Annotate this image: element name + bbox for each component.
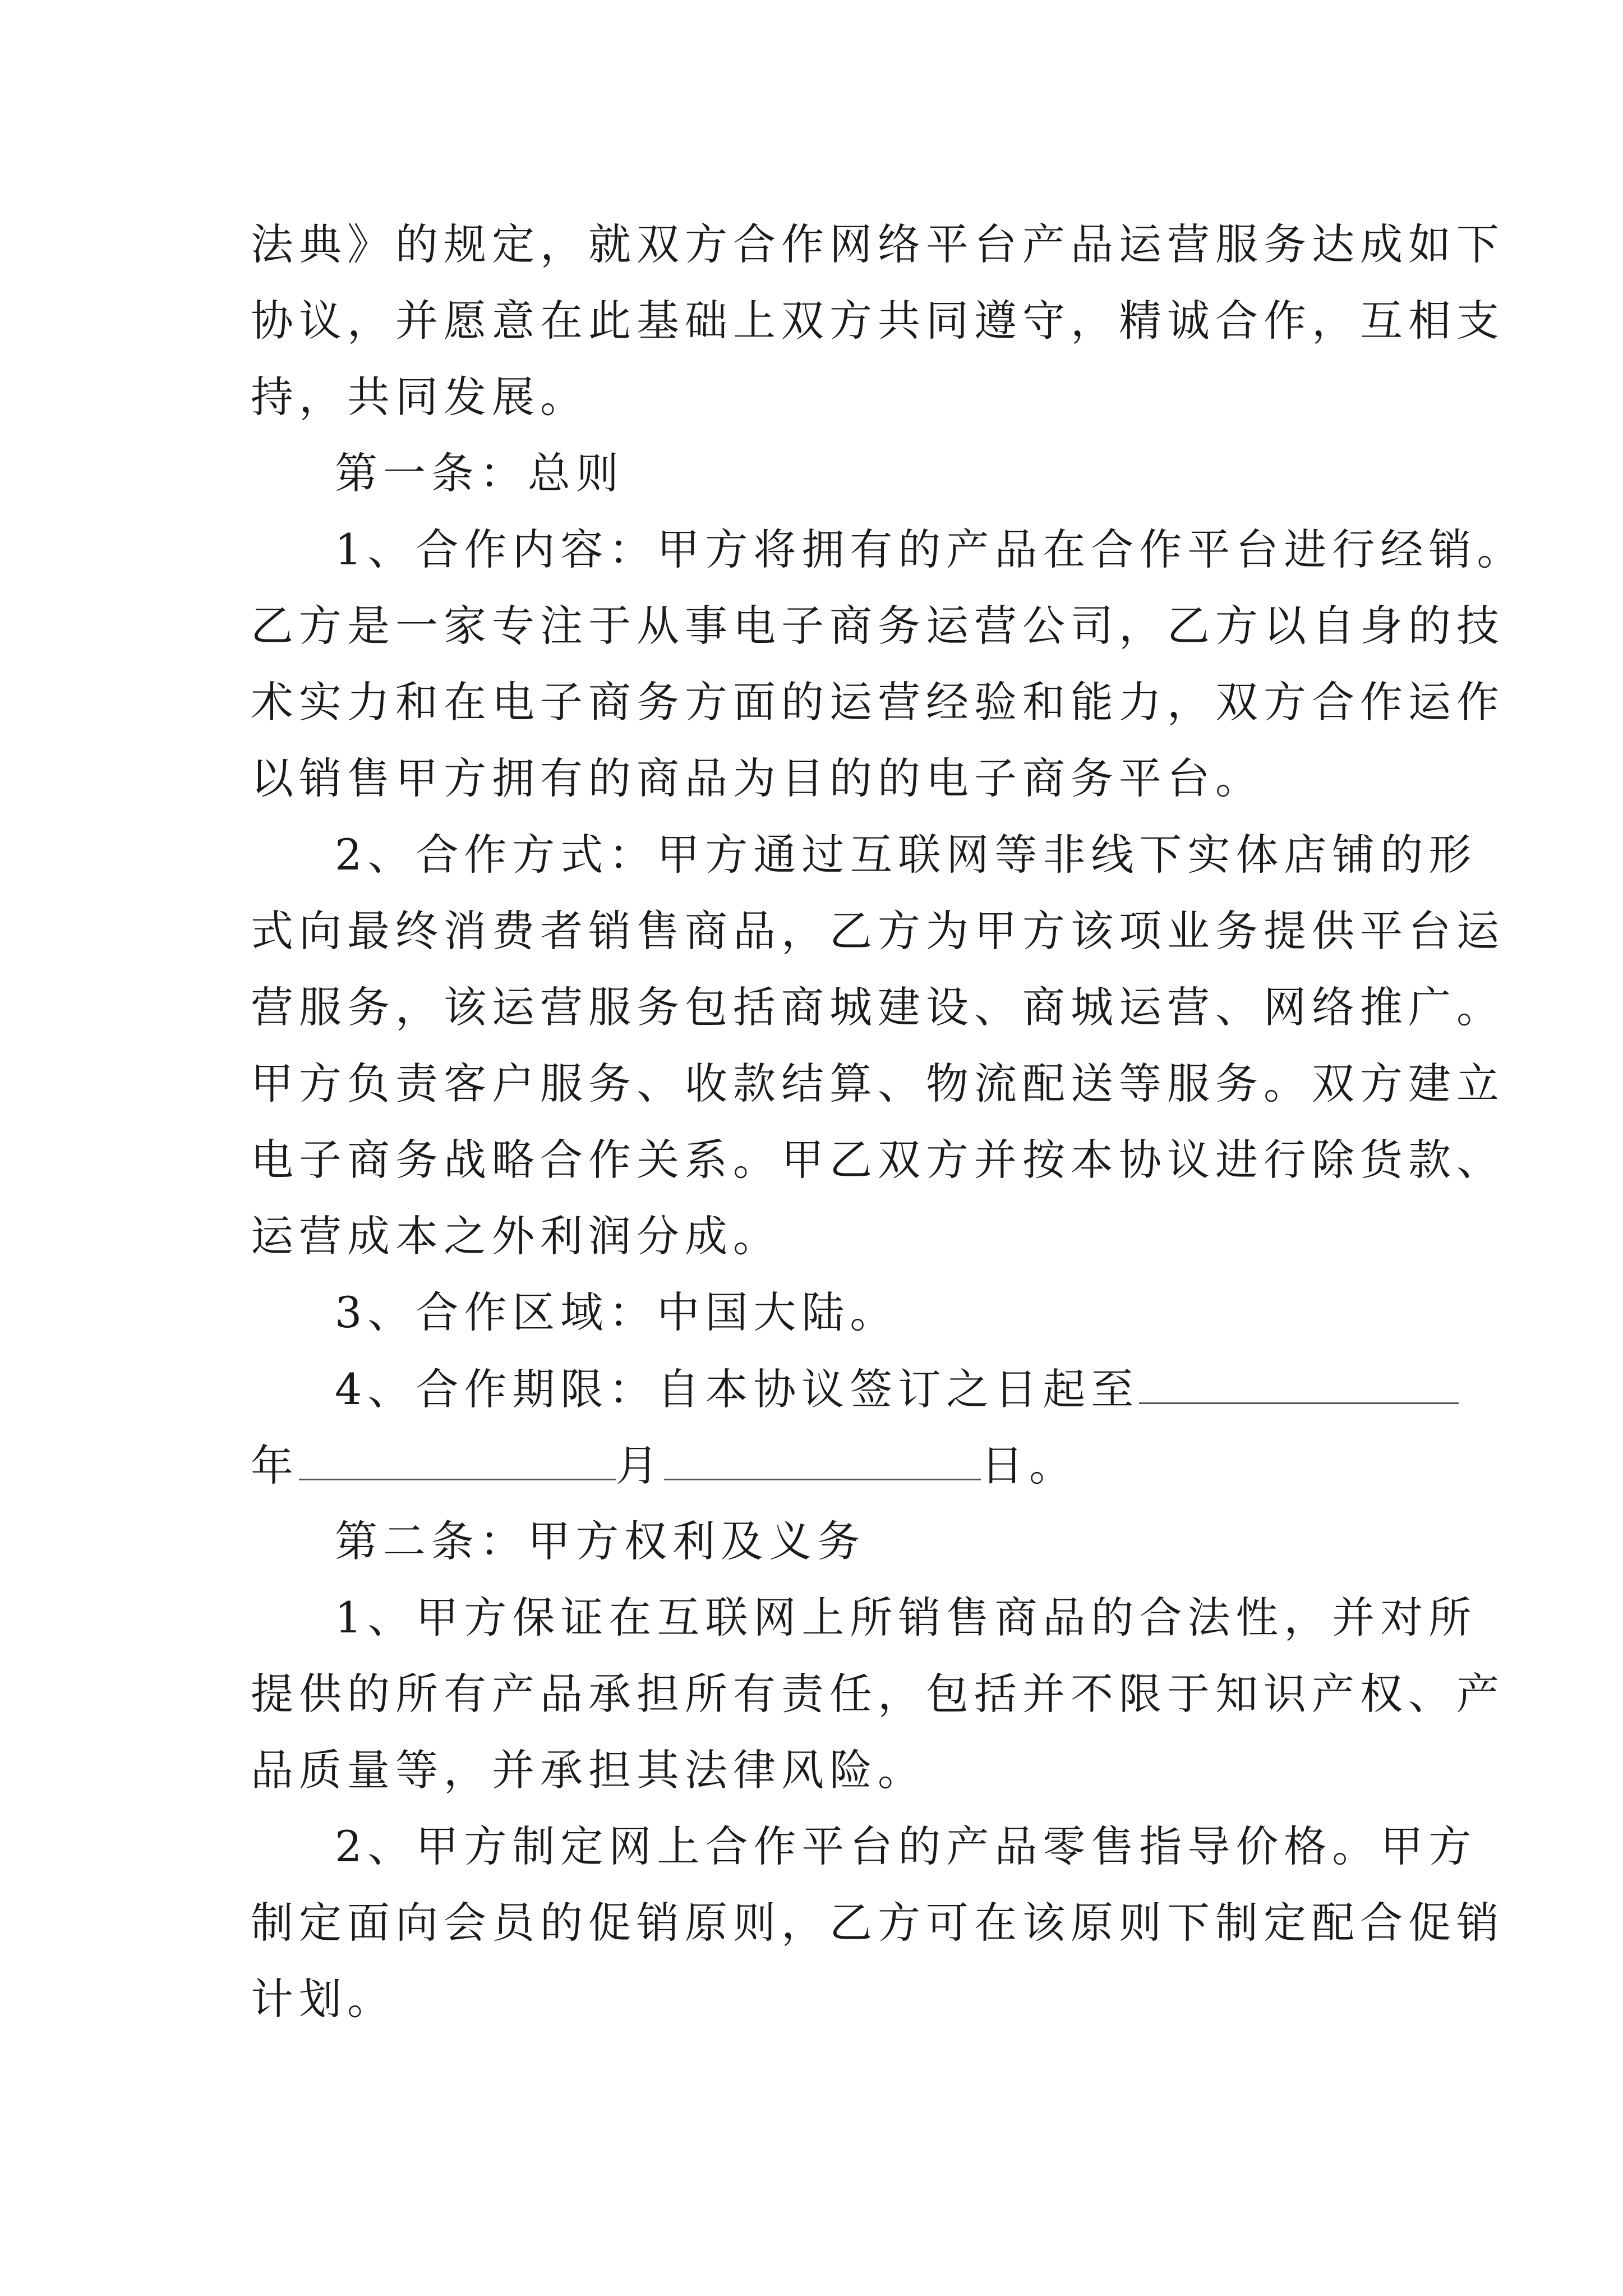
paragraph-line: 协议，并愿意在此基础上双方共同遵守，精诚合作，互相支	[251, 296, 1505, 346]
term-line	[335, 1364, 1459, 1414]
paragraph-line: 以销售甲方拥有的商品为目的的电子商务平台。	[251, 753, 1264, 803]
paragraph-line: 1、合作内容：甲方将拥有的产品在合作平台进行经销。	[335, 524, 1525, 574]
paragraph-line: 制定面向会员的促销原则，乙方可在该原则下制定配合促销	[251, 1898, 1505, 1948]
paragraph-line: 运营成本之外利润分成。	[251, 1211, 781, 1261]
paragraph-line: 1、甲方保证在互联网上所销售商品的合法性，并对所	[335, 1593, 1477, 1642]
paragraph-line: 式向最终消费者销售商品，乙方为甲方该项业务提供平台运	[251, 906, 1505, 956]
paragraph-line: 提供的所有产品承担所有责任，包括并不限于知识产权、产	[251, 1669, 1505, 1719]
fill-blank[interactable]	[1139, 1368, 1459, 1404]
date-line	[251, 1441, 1077, 1490]
month-label: 月	[616, 1441, 664, 1490]
paragraph-line: 2、合作方式：甲方通过互联网等非线下实体店铺的形	[335, 830, 1477, 880]
paragraph-line: 法典》的规定，就双方合作网络平台产品运营服务达成如下	[251, 219, 1505, 269]
paragraph-line: 持，共同发展。	[251, 372, 588, 422]
paragraph-line: 乙方是一家专注于从事电子商务运营公司，乙方以自身的技	[251, 601, 1505, 651]
paragraph-line: 2、甲方制定网上合作平台的产品零售指导价格。甲方	[335, 1821, 1477, 1871]
paragraph-line: 品质量等，并承担其法律风险。	[251, 1745, 926, 1795]
paragraph-line: 电子商务战略合作关系。甲乙双方并按本协议进行除货款、	[251, 1135, 1505, 1185]
paragraph-line: 术实力和在电子商务方面的运营经验和能力，双方合作运作	[251, 677, 1505, 727]
section-heading-2: 第二条：甲方权利及义务	[335, 1516, 865, 1566]
section-heading-1: 第一条：总则	[335, 448, 624, 498]
fill-blank[interactable]	[664, 1444, 981, 1480]
paragraph-line: 甲方负责客户服务、收款结算、物流配送等服务。双方建立	[251, 1059, 1505, 1108]
fill-blank[interactable]	[299, 1444, 616, 1480]
paragraph-line: 营服务，该运营服务包括商城建设、商城运营、网络推广。	[251, 982, 1505, 1032]
day-label: 日。	[981, 1441, 1077, 1490]
paragraph-line: 计划。	[251, 1974, 395, 2024]
year-label: 年	[251, 1441, 299, 1490]
paragraph-line: 3、合作区域：中国大陆。	[335, 1287, 898, 1337]
term-text: 4、合作期限：自本协议签订之日起至	[335, 1364, 1140, 1414]
